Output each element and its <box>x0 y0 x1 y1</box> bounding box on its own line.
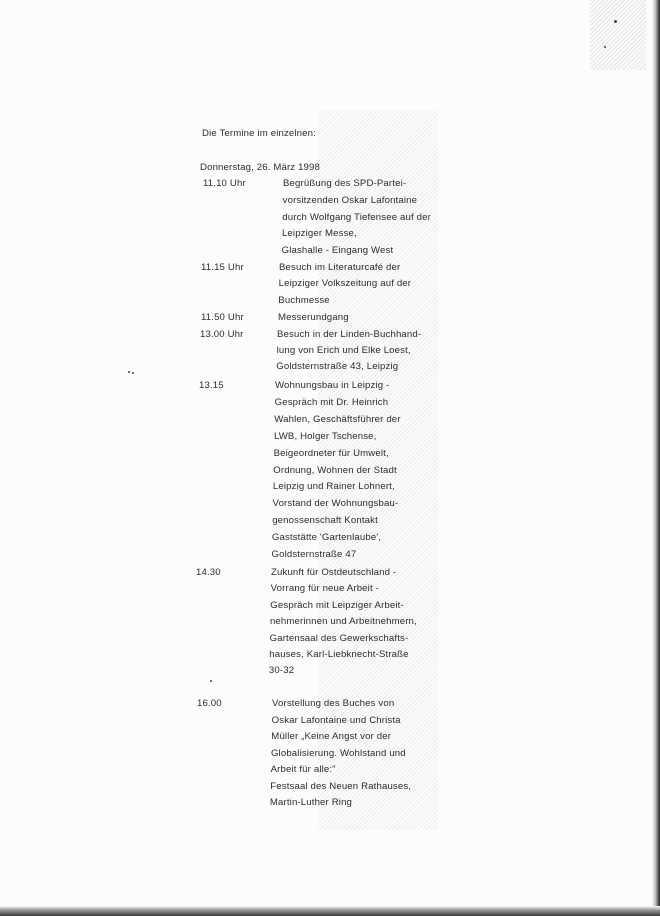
event-description-line: Leipziger Volkszeitung auf der <box>278 278 412 290</box>
event-description-line: genossenschaft Kontakt <box>272 515 378 527</box>
event-description-line: Leipziger Messe, <box>281 228 357 240</box>
event-time: 11.10 Uhr <box>203 178 246 189</box>
event-description-line: Glashalle - Eingang West <box>281 245 394 257</box>
event-description-line: Goldsternstraße 43, Leipzig <box>276 360 399 372</box>
event-description-line: Vorrang für neue Arbeit - <box>270 583 379 595</box>
event-description-line: hauses, Karl-Liebknecht-Straße <box>269 649 409 660</box>
event-description-line: Martin-Luther Ring <box>269 797 353 808</box>
event-description-line: Müller „Keine Angst vor der <box>271 731 392 742</box>
event-description-line: Wahlen, Geschäftsführer der <box>274 413 401 425</box>
event-description-line: Besuch in der Linden-Buchhand- <box>277 329 422 340</box>
scan-speck <box>604 46 606 48</box>
event-description-line: 30-32 <box>268 665 295 677</box>
date-line: Donnerstag, 26. März 1998 <box>200 162 321 173</box>
event-description-line: Gartensaal des Gewerkschafts- <box>269 632 409 644</box>
scan-edge-right <box>652 0 660 916</box>
event-description-line: Vorstand der Wohnungsbau- <box>272 498 399 510</box>
event-description-line: Messerundgang <box>278 312 349 323</box>
event-description-line: nehmerinnen und Arbeitnehmern, <box>269 616 417 628</box>
event-time: 13.00 Uhr <box>200 329 244 340</box>
scan-speck <box>132 372 134 374</box>
scan-noise-top-right <box>590 0 646 70</box>
event-description-line: Festsaal des Neuen Rathauses, <box>270 780 412 792</box>
event-description-line: Arbeit für alle:" <box>270 764 336 775</box>
event-description-line: vorsitzenden Oskar Lafontaine <box>282 194 418 206</box>
scan-speck <box>128 371 130 373</box>
event-time: 11.15 Uhr <box>201 262 244 273</box>
event-description-line: Gespräch mit Dr. Heinrich <box>274 396 389 408</box>
event-description-line: LWB, Holger Tschense, <box>273 430 377 442</box>
event-description-line: Zukunft für Ostdeutschland - <box>271 567 397 578</box>
event-description-line: durch Wolfgang Tiefensee auf der <box>282 211 431 223</box>
event-description-line: Gaststätte 'Gartenlaube', <box>271 532 382 544</box>
scan-speck <box>210 680 212 682</box>
event-description-line: Oskar Lafontaine und Christa <box>271 714 401 726</box>
event-description-line: Begrüßung des SPD-Partei- <box>283 178 407 189</box>
event-description-line: Leipzig und Rainer Lohnert, <box>272 481 395 493</box>
event-description-line: Goldsternstraße 47 <box>271 549 357 560</box>
event-description-line: Ordnung, Wohnen der Stadt <box>273 464 397 476</box>
event-time: 16.00 <box>197 698 222 709</box>
event-time: 14.30 <box>196 567 221 578</box>
event-time: 11.50 Uhr <box>201 312 244 323</box>
event-description-line: Besuch im Literaturcafé der <box>279 262 401 273</box>
heading: Die Termine im einzelnen: <box>202 128 316 139</box>
scan-speck <box>614 20 617 23</box>
scan-edge-bottom <box>0 906 660 916</box>
event-description-line: Buchmesse <box>278 294 330 306</box>
event-description-line: Beigeordneter für Umwelt, <box>273 447 389 459</box>
event-description-line: Vorstellung des Buches von <box>272 698 395 709</box>
event-description-line: Wohnungsbau in Leipzig - <box>275 380 390 391</box>
event-description-line: Gespräch mit Leipziger Arbeit- <box>270 599 404 611</box>
event-description-line: Globalisierung. Wohlstand und <box>270 747 406 759</box>
event-time: 13.15 <box>199 380 224 391</box>
event-description-line: lung von Erich und Elke Loest, <box>276 344 411 356</box>
